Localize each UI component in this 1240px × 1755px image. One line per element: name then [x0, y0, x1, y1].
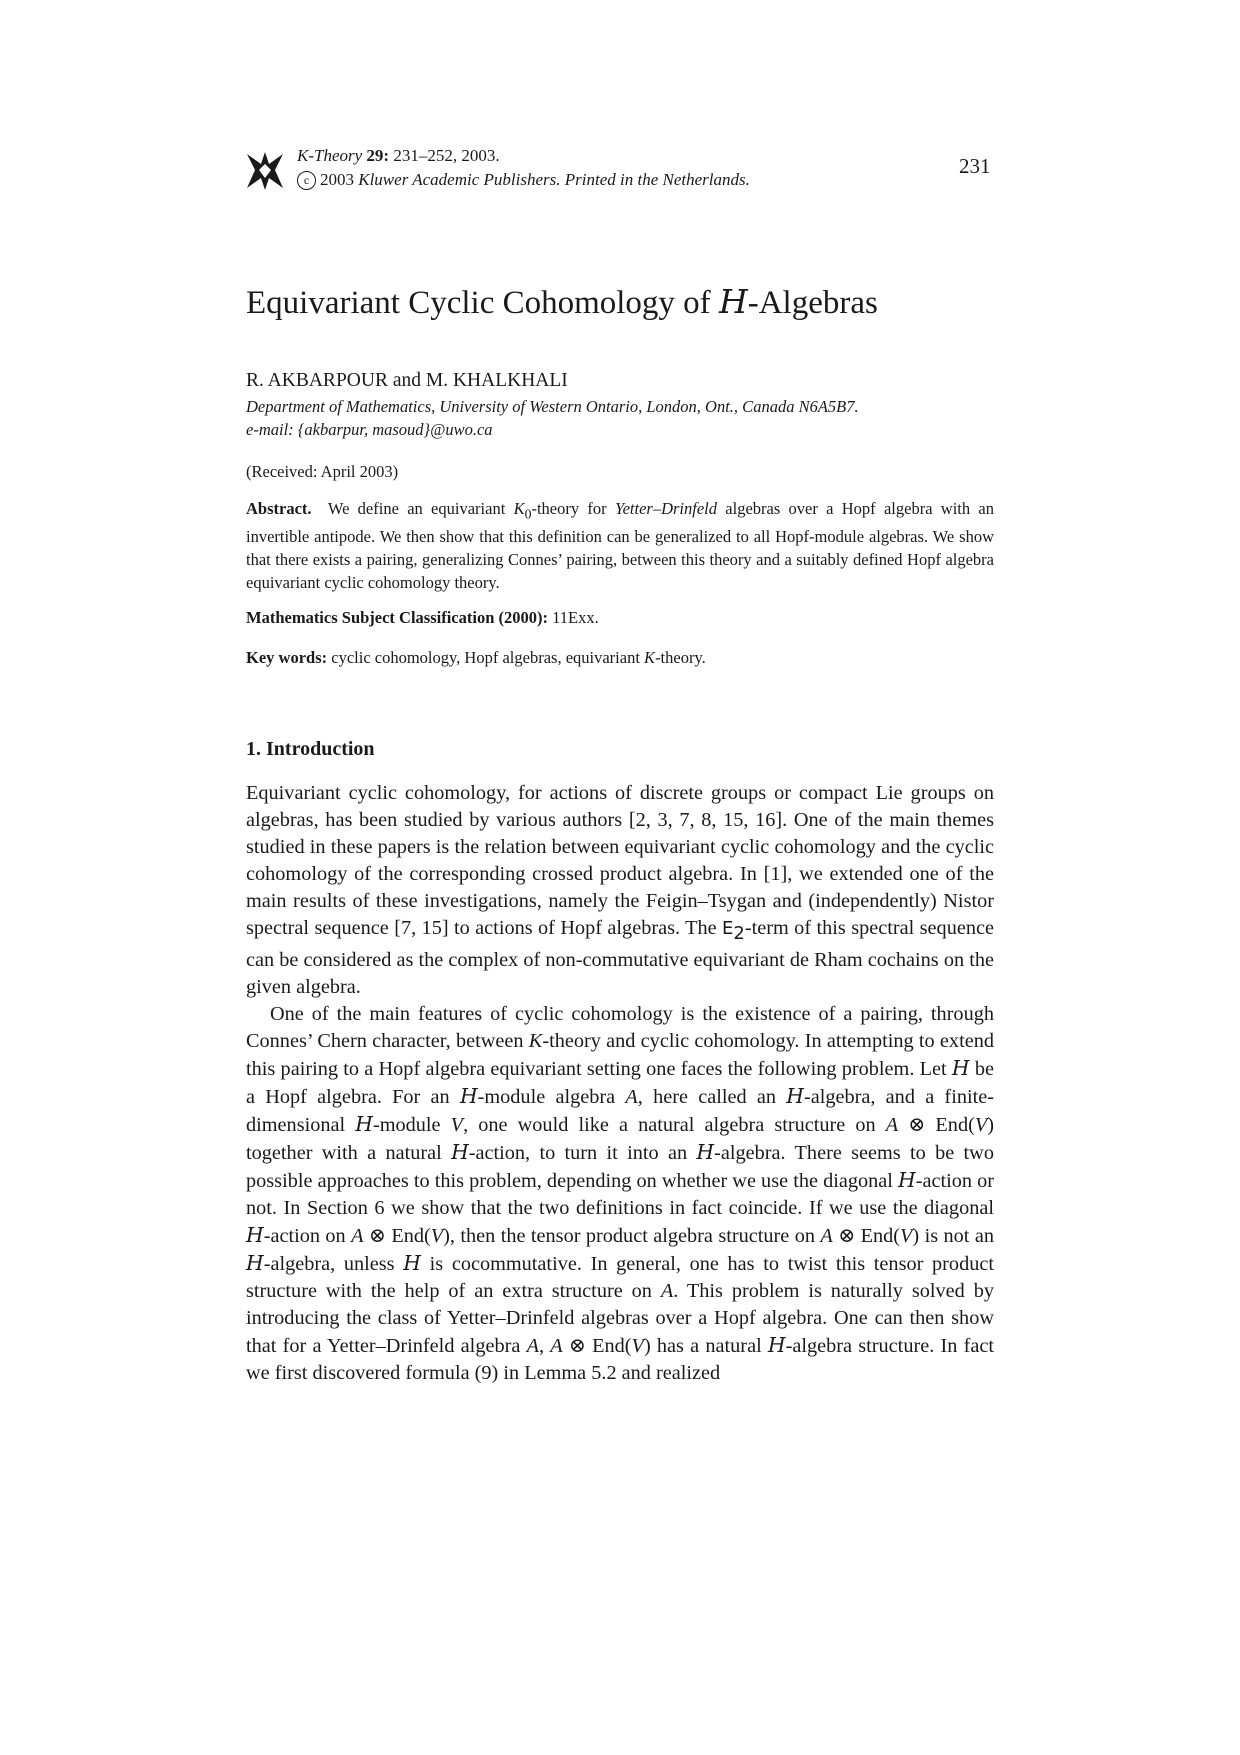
page-number: 231 [959, 154, 991, 178]
publisher-name: Kluwer Academic Publishers. [358, 170, 561, 189]
introduction-body [246, 780, 994, 1387]
copyright-icon: c [297, 171, 316, 190]
journal-volume: 29: [366, 146, 390, 165]
abstract: Abstract. We define an equivariant $K_0$-theory for Yetter–Drinfeld algebras over a Hopf algebra with an invertible antipode. We then show that this definition can be generalized to all Hopf-module algebras. We show that there exists a pairing, generalizing Connes’ pairing, between this theory and a suitably defined Hopf algebra equivariant cyclic cohomology theory. [246, 499, 995, 593]
publisher-logo-icon [245, 150, 285, 192]
affiliation-block [246, 395, 1006, 441]
abstract-label: Abstract. [246, 499, 312, 518]
paragraph: One of the main features of cyclic cohomology is the existence of a pairing, through Connes’ Chern character, between K-theory and cyclic cohomology. In attempting to extend this pairing to a Hopf algebra equivariant setting one faces the following problem. Let H be a Hopf algebra. For an H-module algebra A, here called an H-algebra, and a finite-dimensional H-module V, one would like a natural algebra structure on A ⊗ End(V) together with a natural H-action, to turn it into an H-algebra. There seems to be two possible approaches to this problem, depending on whether we use the diagonal H-action or not. In Section 6 we show that the two definitions in fact coincide. If we use the diagonal H-action on A ⊗ End(V), then the tensor product algebra structure on A ⊗ End(V) is not an H-algebra, unless H is cocommutative. In general, one has to twist this tensor product structure with the help of an extra structure on A. This problem is naturally solved by introducing the class of Yetter–Drinfeld algebras over a Hopf algebra. One can then show that for a Yetter–Drinfeld algebra A, A ⊗ End(V) has a natural H-algebra structure. In fact we first discovered formula (9) in Lemma 5.2 and realized [246, 1003, 995, 1385]
journal-pages: 231–252, 2003. [393, 146, 500, 165]
email: e-mail: {akbarpur, masoud}@uwo.ca [246, 420, 493, 439]
copyright-year: 2003 [320, 170, 354, 189]
subject-classification: Mathematics Subject Classification (2000): 11Exx. [246, 608, 599, 627]
paragraph: Equivariant cyclic cohomology, for actions of discrete groups or compact Lie groups on algebras, has been studied by various authors [2, 3, 7, 8, 15, 16]. One of the main themes studied in these papers is the relation between equivariant cyclic cohomology and the cyclic cohomology of the corresponding crossed product algebra. In [1], we extended one of the main results of these investigations, namely the Feigin–Tsygan and (independently) Nistor spectral sequence [7, 15] to actions of Hopf algebras. The $E_2$-term of this spectral sequence can be considered as the complex of non-commutative equivariant de Rham cochains on the given algebra. [246, 782, 994, 999]
script-h-symbol: H [718, 282, 748, 321]
journal-citation [297, 144, 750, 168]
key-words: Key words: cyclic cohomology, Hopf algebras, equivariant K-theory. [246, 648, 706, 667]
authors: R. AKBARPOUR and M. KHALKHALI [246, 370, 568, 391]
journal-info [297, 144, 750, 192]
affiliation: Department of Mathematics, University of Western Ontario, London, Ont., Canada N6A5B7. [246, 397, 859, 416]
journal-name: K-Theory [297, 146, 363, 165]
printed-note: Printed in the Netherlands. [564, 170, 750, 189]
section-heading: 1. Introduction [246, 738, 375, 760]
copyright-line [297, 168, 750, 192]
received-date: (Received: April 2003) [246, 462, 399, 481]
article-title: Equivariant Cyclic Cohomology of H-Algebras [246, 282, 878, 321]
